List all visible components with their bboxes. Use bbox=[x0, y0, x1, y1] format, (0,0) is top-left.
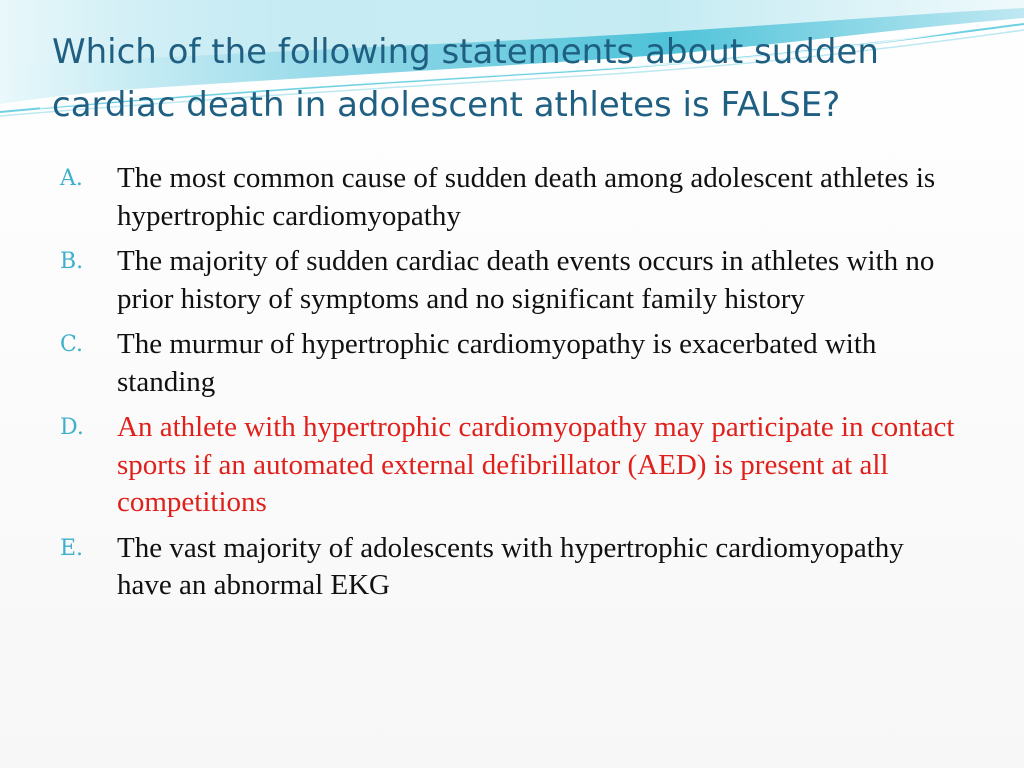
option-b bbox=[60, 243, 960, 318]
option-letter: C. bbox=[60, 332, 84, 357]
option-text: The majority of sudden cardiac death events occurs in athletes with no prior history of symptoms and no significant family history bbox=[117, 245, 935, 315]
option-letter: A. bbox=[60, 166, 83, 191]
option-d-correct-answer bbox=[60, 409, 960, 522]
option-e bbox=[60, 530, 960, 605]
option-letter: B. bbox=[60, 249, 84, 274]
option-text: The vast majority of adolescents with hypertrophic cardiomyopathy have an abnormal EKG bbox=[117, 531, 904, 601]
option-letter: D. bbox=[60, 415, 84, 440]
option-text-highlighted: An athlete with hypertrophic cardiomyopathy may participate in contact sports if an automated external defibrillator (AED) is present at all competitions bbox=[117, 411, 955, 518]
slide-title: Which of the following statements about sudden cardiac death in adolescent athletes is FALSE? bbox=[52, 32, 879, 125]
option-text: The murmur of hypertrophic cardiomyopathy is exacerbated with standing bbox=[117, 328, 877, 398]
option-letter: E. bbox=[60, 535, 84, 561]
answer-options-list bbox=[60, 160, 960, 613]
option-a bbox=[60, 160, 960, 235]
option-c bbox=[60, 326, 960, 401]
option-text: The most common cause of sudden death among adolescent athletes is hypertrophic cardiomyopathy bbox=[117, 162, 936, 232]
